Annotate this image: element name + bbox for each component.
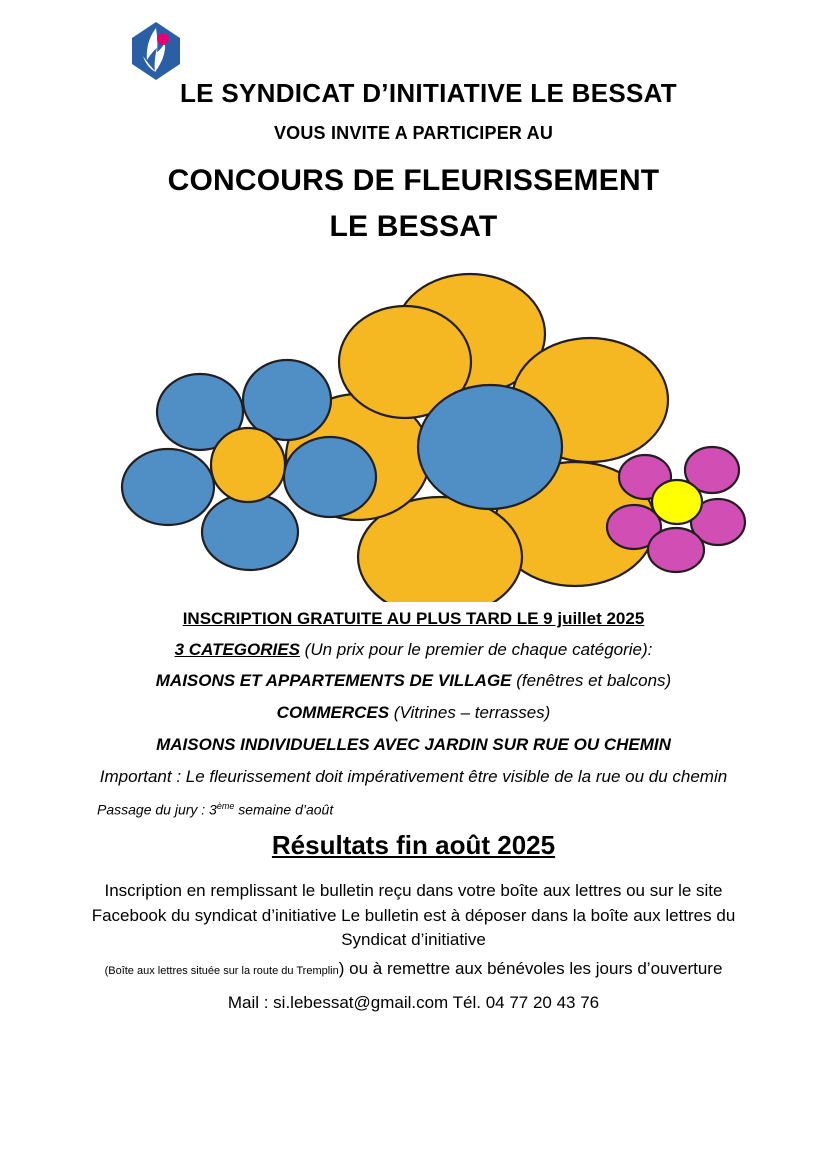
contact-line: Mail : si.lebessat@gmail.com Tél. 04 77 20 43 76	[227, 992, 600, 1012]
poster-header	[0, 0, 827, 244]
category-1	[75, 670, 752, 693]
category-2-note: (Vitrines – terrasses)	[389, 702, 551, 722]
category-3	[75, 734, 752, 757]
jury-visit-note	[75, 801, 752, 818]
mailbox-location-small: (Boîte aux lettres située sur la route du Tremplin	[104, 964, 339, 977]
mailbox-location-rest: ) ou à remettre aux bénévoles les jours d’ouverture	[338, 958, 723, 978]
poster-title-organization: LE SYNDICAT D’INITIATIVE LE BESSAT	[179, 78, 677, 108]
jury-visit-prefix: Passage du jury : 3	[97, 801, 217, 818]
categories-label: 3 CATEGORIES	[174, 640, 300, 660]
categories-line	[75, 639, 752, 661]
category-3-label: MAISONS INDIVIDUELLES AVEC JARDIN SUR RUE OU CHEMIN	[156, 734, 671, 754]
flowers-illustration	[0, 272, 827, 602]
category-2-label: COMMERCES	[276, 702, 390, 722]
category-1-label: MAISONS ET APPARTEMENTS DE VILLAGE	[155, 671, 512, 691]
important-note: Important : Le fleurissement doit impérativement être visible de la rue ou du chemin	[99, 766, 728, 786]
poster-title-contest: CONCOURS DE FLEURISSEMENT	[167, 164, 660, 197]
syndicat-initiative-logo-icon	[130, 20, 182, 82]
category-2	[75, 702, 752, 725]
inscription-deadline: INSCRIPTION GRATUITE AU PLUS TARD LE 9 juillet 2025	[182, 609, 645, 628]
poster-body	[0, 608, 827, 1014]
results-heading: Résultats fin août 2025	[271, 830, 556, 861]
category-1-note: (fenêtres et balcons)	[511, 671, 672, 691]
jury-visit-suffix: semaine d’août	[234, 801, 334, 818]
registration-instructions: Inscription en remplissant le bulletin reçu dans votre boîte aux lettres ou sur le site Facebook du syndicat d’initiative Le bulletin est à déposer dans la boîte aux lettres du Syndicat d’initiative	[91, 880, 736, 950]
categories-note: (Un prix pour le premier de chaque catégorie):	[299, 640, 653, 660]
mailbox-location-note	[75, 957, 752, 982]
jury-visit-ordinal: ème	[216, 800, 235, 811]
poster-title-location: LE BESSAT	[329, 210, 498, 243]
poster-subtitle-invite: VOUS INVITE A PARTICIPER AU	[273, 123, 554, 143]
